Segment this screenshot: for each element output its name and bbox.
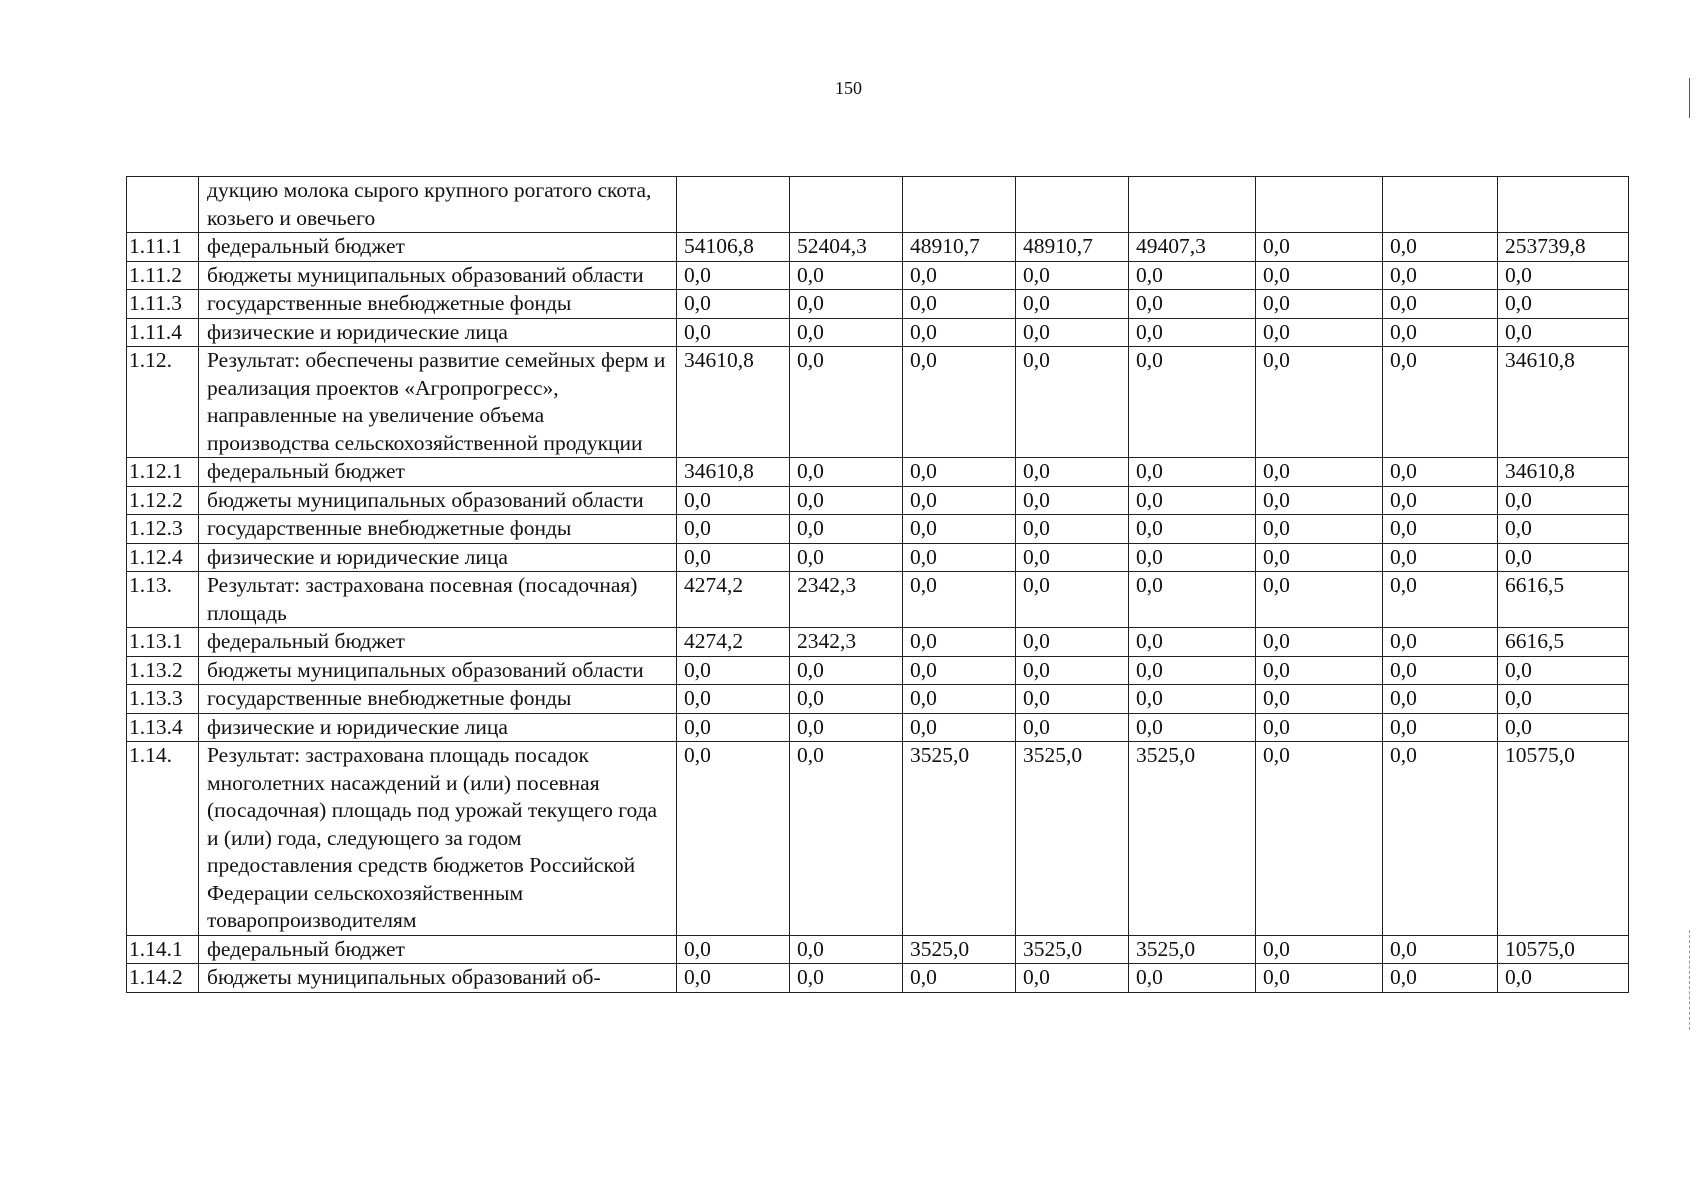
- row-value-cell: 0,0: [903, 290, 1016, 319]
- row-total-cell: [1498, 177, 1629, 233]
- row-total-cell: 0,0: [1498, 486, 1629, 515]
- row-value-cell: 0,0: [1129, 290, 1256, 319]
- row-value-cell: 0,0: [1383, 458, 1498, 487]
- row-value-cell: 0,0: [1016, 318, 1129, 347]
- table-row: [127, 318, 1629, 347]
- row-value-cell: 0,0: [790, 458, 903, 487]
- row-description-cell: физические и юридические лица: [199, 543, 677, 572]
- row-value-cell: 0,0: [903, 347, 1016, 458]
- row-description-cell: бюджеты муниципальных образований области: [199, 486, 677, 515]
- row-value-cell: 52404,3: [790, 233, 903, 262]
- table-row: [127, 458, 1629, 487]
- row-value-cell: 0,0: [1129, 458, 1256, 487]
- row-value-cell: 0,0: [790, 543, 903, 572]
- row-value-cell: 0,0: [1383, 572, 1498, 628]
- row-value-cell: [1383, 177, 1498, 233]
- table-row: [127, 515, 1629, 544]
- row-value-cell: 0,0: [1016, 515, 1129, 544]
- row-total-cell: 34610,8: [1498, 347, 1629, 458]
- row-value-cell: 0,0: [790, 290, 903, 319]
- row-code-cell: 1.13.: [127, 572, 199, 628]
- row-value-cell: 0,0: [677, 713, 790, 742]
- row-value-cell: 0,0: [903, 261, 1016, 290]
- row-value-cell: 34610,8: [677, 458, 790, 487]
- row-value-cell: 0,0: [790, 515, 903, 544]
- row-value-cell: 0,0: [677, 515, 790, 544]
- table-row: [127, 261, 1629, 290]
- row-total-cell: 10575,0: [1498, 742, 1629, 936]
- row-value-cell: 0,0: [1129, 543, 1256, 572]
- row-value-cell: 0,0: [677, 964, 790, 993]
- row-description-cell: бюджеты муниципальных образований области: [199, 656, 677, 685]
- row-value-cell: 0,0: [790, 685, 903, 714]
- row-value-cell: 0,0: [1256, 964, 1383, 993]
- row-value-cell: 0,0: [1016, 347, 1129, 458]
- row-value-cell: 0,0: [790, 261, 903, 290]
- row-value-cell: 48910,7: [903, 233, 1016, 262]
- row-value-cell: 0,0: [1016, 685, 1129, 714]
- row-value-cell: 0,0: [790, 742, 903, 936]
- row-value-cell: 48910,7: [1016, 233, 1129, 262]
- row-value-cell: 0,0: [1256, 685, 1383, 714]
- table-row: [127, 347, 1629, 458]
- row-total-cell: 0,0: [1498, 290, 1629, 319]
- row-code-cell: 1.14.1: [127, 935, 199, 964]
- row-value-cell: 0,0: [1129, 486, 1256, 515]
- row-value-cell: 3525,0: [1129, 935, 1256, 964]
- table-row: [127, 685, 1629, 714]
- row-value-cell: 2342,3: [790, 572, 903, 628]
- row-value-cell: 0,0: [1383, 233, 1498, 262]
- row-value-cell: 0,0: [1129, 628, 1256, 657]
- row-total-cell: 6616,5: [1498, 572, 1629, 628]
- row-total-cell: 6616,5: [1498, 628, 1629, 657]
- row-value-cell: 0,0: [790, 964, 903, 993]
- row-value-cell: 0,0: [790, 347, 903, 458]
- row-value-cell: 0,0: [1129, 515, 1256, 544]
- row-value-cell: [790, 177, 903, 233]
- page-number: 150: [835, 78, 862, 98]
- row-value-cell: 0,0: [1383, 515, 1498, 544]
- row-value-cell: 0,0: [1256, 458, 1383, 487]
- row-description-cell: федеральный бюджет: [199, 628, 677, 657]
- row-value-cell: 0,0: [903, 318, 1016, 347]
- budget-table: [126, 176, 1629, 993]
- row-value-cell: [903, 177, 1016, 233]
- row-value-cell: 0,0: [1016, 261, 1129, 290]
- row-value-cell: 0,0: [1129, 572, 1256, 628]
- scan-edge-mark: [1689, 930, 1693, 1030]
- row-description-cell: физические и юридические лица: [199, 318, 677, 347]
- table-row: [127, 233, 1629, 262]
- row-value-cell: 0,0: [677, 935, 790, 964]
- row-total-cell: 10575,0: [1498, 935, 1629, 964]
- row-value-cell: 0,0: [1383, 964, 1498, 993]
- row-value-cell: 0,0: [1256, 233, 1383, 262]
- row-code-cell: 1.13.3: [127, 685, 199, 714]
- row-description-cell: государственные внебюджетные фонды: [199, 685, 677, 714]
- row-code-cell: 1.13.1: [127, 628, 199, 657]
- table-row: [127, 486, 1629, 515]
- row-description-cell: государственные внебюджетные фонды: [199, 515, 677, 544]
- row-value-cell: 0,0: [677, 261, 790, 290]
- row-value-cell: 0,0: [1256, 656, 1383, 685]
- row-value-cell: 0,0: [903, 628, 1016, 657]
- row-value-cell: 0,0: [903, 713, 1016, 742]
- row-description-cell: государственные внебюджетные фонды: [199, 290, 677, 319]
- row-value-cell: 3525,0: [903, 742, 1016, 936]
- row-code-cell: 1.11.2: [127, 261, 199, 290]
- row-value-cell: 0,0: [1129, 964, 1256, 993]
- row-value-cell: 0,0: [1256, 318, 1383, 347]
- row-description-cell: Результат: застрахована площадь посадок многолетних насаждений и (или) посевная (посадочная) площадь под урожай текущего года и (или) года, следующего за годом предоставления средств бюджетов Российской Федерации сельскохозяйственным товаропроизводителям: [199, 742, 677, 936]
- row-value-cell: 54106,8: [677, 233, 790, 262]
- row-value-cell: 0,0: [1016, 543, 1129, 572]
- row-value-cell: 0,0: [1256, 935, 1383, 964]
- row-code-cell: 1.13.2: [127, 656, 199, 685]
- row-value-cell: 0,0: [1256, 742, 1383, 936]
- row-total-cell: 0,0: [1498, 515, 1629, 544]
- row-value-cell: 0,0: [677, 656, 790, 685]
- row-value-cell: 0,0: [1016, 486, 1129, 515]
- row-value-cell: 0,0: [1256, 713, 1383, 742]
- scan-edge-mark: [1689, 78, 1693, 118]
- table-row: [127, 628, 1629, 657]
- row-value-cell: 0,0: [1256, 290, 1383, 319]
- row-value-cell: 0,0: [1256, 543, 1383, 572]
- row-value-cell: 0,0: [790, 318, 903, 347]
- row-code-cell: 1.14.2: [127, 964, 199, 993]
- row-value-cell: 0,0: [1256, 572, 1383, 628]
- row-code-cell: 1.12.: [127, 347, 199, 458]
- row-value-cell: 0,0: [677, 318, 790, 347]
- table-row: [127, 543, 1629, 572]
- row-value-cell: 0,0: [677, 543, 790, 572]
- row-description-cell: федеральный бюджет: [199, 935, 677, 964]
- row-value-cell: 3525,0: [1129, 742, 1256, 936]
- row-value-cell: 49407,3: [1129, 233, 1256, 262]
- row-value-cell: 0,0: [903, 543, 1016, 572]
- row-value-cell: 0,0: [790, 935, 903, 964]
- row-value-cell: 0,0: [903, 572, 1016, 628]
- row-total-cell: 0,0: [1498, 964, 1629, 993]
- row-value-cell: 0,0: [677, 486, 790, 515]
- row-value-cell: 0,0: [1383, 685, 1498, 714]
- row-value-cell: 0,0: [1383, 656, 1498, 685]
- row-value-cell: 0,0: [1016, 964, 1129, 993]
- row-value-cell: 0,0: [1256, 347, 1383, 458]
- row-value-cell: 0,0: [903, 458, 1016, 487]
- row-value-cell: 0,0: [1383, 318, 1498, 347]
- row-value-cell: 0,0: [903, 964, 1016, 993]
- row-value-cell: 0,0: [1016, 656, 1129, 685]
- row-value-cell: 0,0: [677, 742, 790, 936]
- row-value-cell: 0,0: [1383, 290, 1498, 319]
- row-value-cell: 0,0: [1016, 713, 1129, 742]
- row-code-cell: [127, 177, 199, 233]
- table-row: [127, 742, 1629, 936]
- table-row: [127, 290, 1629, 319]
- table-row: [127, 964, 1629, 993]
- row-code-cell: 1.12.4: [127, 543, 199, 572]
- row-code-cell: 1.13.4: [127, 713, 199, 742]
- row-value-cell: 34610,8: [677, 347, 790, 458]
- table-row: [127, 935, 1629, 964]
- row-value-cell: 0,0: [1016, 572, 1129, 628]
- row-total-cell: 0,0: [1498, 543, 1629, 572]
- row-value-cell: 0,0: [1256, 628, 1383, 657]
- row-description-cell: федеральный бюджет: [199, 458, 677, 487]
- row-value-cell: 0,0: [1016, 458, 1129, 487]
- table-row: [127, 572, 1629, 628]
- row-value-cell: 0,0: [1256, 261, 1383, 290]
- row-value-cell: 0,0: [1129, 713, 1256, 742]
- row-description-cell: Результат: обеспечены развитие семейных ферм и реализация проектов «Агропрогресс», направленные на увеличение объема производства сельскохозяйственной продукции: [199, 347, 677, 458]
- row-total-cell: 0,0: [1498, 318, 1629, 347]
- row-value-cell: [1016, 177, 1129, 233]
- row-description-cell: физические и юридические лица: [199, 713, 677, 742]
- row-value-cell: 0,0: [903, 685, 1016, 714]
- row-value-cell: [1256, 177, 1383, 233]
- row-value-cell: 0,0: [1256, 515, 1383, 544]
- row-code-cell: 1.11.4: [127, 318, 199, 347]
- row-value-cell: 0,0: [1383, 486, 1498, 515]
- row-total-cell: 0,0: [1498, 261, 1629, 290]
- row-value-cell: 0,0: [677, 290, 790, 319]
- row-value-cell: 0,0: [790, 486, 903, 515]
- row-value-cell: 0,0: [1129, 347, 1256, 458]
- row-value-cell: 0,0: [1383, 935, 1498, 964]
- row-total-cell: 34610,8: [1498, 458, 1629, 487]
- row-value-cell: 3525,0: [903, 935, 1016, 964]
- row-value-cell: 4274,2: [677, 628, 790, 657]
- row-value-cell: 0,0: [903, 486, 1016, 515]
- row-value-cell: 0,0: [1383, 543, 1498, 572]
- row-description-cell: федеральный бюджет: [199, 233, 677, 262]
- row-description-cell: бюджеты муниципальных образований об-: [199, 964, 677, 993]
- row-value-cell: 0,0: [1383, 261, 1498, 290]
- row-code-cell: 1.12.2: [127, 486, 199, 515]
- row-description-cell: дукцию молока сырого крупного рогатого скота, козьего и овечьего: [199, 177, 677, 233]
- row-value-cell: 0,0: [903, 515, 1016, 544]
- row-value-cell: 0,0: [1383, 742, 1498, 936]
- row-value-cell: 0,0: [1383, 628, 1498, 657]
- row-value-cell: 0,0: [1016, 290, 1129, 319]
- row-code-cell: 1.14.: [127, 742, 199, 936]
- row-value-cell: 3525,0: [1016, 742, 1129, 936]
- row-value-cell: 0,0: [1256, 486, 1383, 515]
- row-value-cell: 0,0: [1383, 347, 1498, 458]
- row-code-cell: 1.11.3: [127, 290, 199, 319]
- row-code-cell: 1.12.1: [127, 458, 199, 487]
- row-value-cell: 0,0: [1129, 685, 1256, 714]
- row-description-cell: Результат: застрахована посевная (посадочная) площадь: [199, 572, 677, 628]
- row-code-cell: 1.12.3: [127, 515, 199, 544]
- row-value-cell: 0,0: [903, 656, 1016, 685]
- row-value-cell: 0,0: [1129, 656, 1256, 685]
- row-value-cell: 4274,2: [677, 572, 790, 628]
- row-value-cell: 0,0: [1129, 318, 1256, 347]
- row-value-cell: [1129, 177, 1256, 233]
- table-body: [127, 177, 1629, 993]
- row-value-cell: 0,0: [790, 656, 903, 685]
- table-row: [127, 177, 1629, 233]
- table-row: [127, 656, 1629, 685]
- row-value-cell: 0,0: [1383, 713, 1498, 742]
- row-total-cell: 0,0: [1498, 713, 1629, 742]
- table-row: [127, 713, 1629, 742]
- row-value-cell: 0,0: [677, 685, 790, 714]
- row-value-cell: 2342,3: [790, 628, 903, 657]
- row-total-cell: 0,0: [1498, 685, 1629, 714]
- row-value-cell: 0,0: [1016, 628, 1129, 657]
- row-value-cell: 0,0: [1129, 261, 1256, 290]
- row-description-cell: бюджеты муниципальных образований области: [199, 261, 677, 290]
- row-value-cell: [677, 177, 790, 233]
- row-code-cell: 1.11.1: [127, 233, 199, 262]
- row-total-cell: 0,0: [1498, 656, 1629, 685]
- row-value-cell: 3525,0: [1016, 935, 1129, 964]
- row-value-cell: 0,0: [790, 713, 903, 742]
- row-total-cell: 253739,8: [1498, 233, 1629, 262]
